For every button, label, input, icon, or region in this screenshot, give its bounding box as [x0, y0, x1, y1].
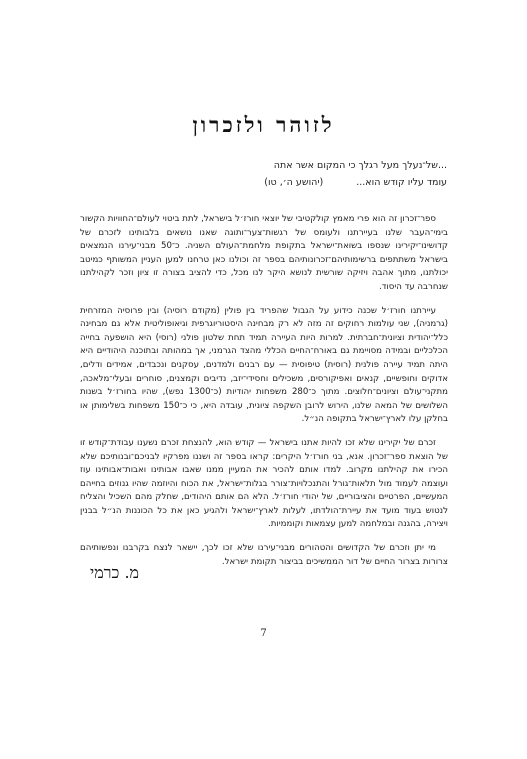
- signature: מ. כרמי: [90, 563, 140, 582]
- paragraph-4: מי יתן וזכרם של הקדושים והטהורים מבני־עירנו שלא זכו לכך, יישאר לנצח בקרבנו ונפשותיהם צרורות בצרור החיים של דור הממשיכים בביצור תקומת ישראל.: [80, 543, 448, 567]
- epigraph-line-1: ...של־נעלך מעל רגלך כי המקום אשר אתה: [273, 160, 447, 171]
- epigraph-source: (יהושע ה׳, טו): [264, 177, 324, 188]
- paragraph-3: זכרם של יקירינו שלא זכו להיות אתנו בישראל — קודש הוא, להנצחת זכרם נשענו עבודת־קודש זו של הוצאת ספר־זכרון. אנא, בני חורז׳ל היקרים: קראו בספר זה ושננו מפרקיו לבניכם־ובנותיכם שלא הכירו את קהילתנו מקרוב. למדו אותם להכיר את המעיין ממנו שאבו אבותינו ואבות־אבותינו עוז ועוצמה לעמוד מול תלאות־גורל והתנכלויות־צורר בגלות־ישראל, את הכוח והיוזמה שהיו גנוזים בחייהם המעשיים, הפרטיים והציבוריים, של יהודי חורז׳ל. הלא הם אותם היהודים, שחלק מהם השכיל והצליח לנטוש בעוד מועד את עיירת־הולדתו, לעלות לארץ־ישראל ולהגיע כאן את כל הכוננות הנ״ל בבנין ויצירה, בהגנה ובמלחמה למען עצמאות וקוממיות.: [80, 437, 448, 530]
- paragraph-1: ספר־זכרון זה הוא פרי מאמץ קולקטיבי של יוצאי חורז׳ל בישראל, לתת ביטוי לעולם־החוויות הקשור בימי־העבר שלנו בעיירתנו ולעומס של רגשות־צער־ותוגה שאנו נושאים בלבותינו לזכרם של קדושינו־יקירינו שנספו בשואת־ישראל בתקופת מלחמת־העולם השניה. כ־50 מבני־עירנו הנמצאים בישראל משתתפים ברשימותיהם־זכרונותיהם בספר זה וכולנו כאן טרחנו למען העניין המשותף כמיטב יכולתנו, מתוך אהבה ויזיקה שורשית לנושא היקר לנו מכל, כדי להציב בצורה זו ציון וזכר לקהילתנו שנחרבה עד היסוד.: [80, 214, 448, 292]
- page-title: לזוהר ולזכרון: [192, 112, 335, 137]
- epigraph: [147, 157, 447, 191]
- body-text: [80, 213, 448, 579]
- epigraph-line-2: עומד עליו קודש הוא...: [356, 177, 447, 188]
- paragraph-2: עיירתנו חורז׳ל שכנה כידוע על הגבול שהפריד בין פולין (מקודם רוסיה) ובין פרוסיה המזרחית (גרמניה), שני עולמות רחוקים זה מזה לא רק מבחינה היסטוריוגרפית וגיאופוליטית אלא גם מבחינה כלל־יהודית וציונית־חברתית. למרות היות העיירה תמיד תחת שלטון פולני (רוסי) היא הושפעה בחייה הכלכליים ובמידה מסויימת גם באורח־החיים הכללי מהצד הגרמני, אך במהותה ובתוכנה היהודיים היא היתה תמיד עיירה פולנית (רוסית) טיפוסית — עם רבנים ולמדנים, עסקנים ונכבדים, אמידים ודלים, אדוקים וחופשיים, קנאים ואפיקורסים, משכילים וחסידי־יזב, נדיבים וקמצנים, סוחרים ובעלי־מלאכה, מתקני־עולם וציונים־חלוצים. מתוך כ־280 משפחות יהודיות (כ־1300 נפש), שהיו בחורז׳ל בשנות השלושים של המאה שלנו, הירוש לרובן השקפה ציונית, עובדה היא, כי כ־150 משפחות בשלימותן או בחלקן עלו לארץ־ישראל בתקופה הנ״ל.: [80, 305, 448, 425]
- page-number: 7: [260, 628, 267, 639]
- epigraph-line-2-row: [147, 174, 447, 191]
